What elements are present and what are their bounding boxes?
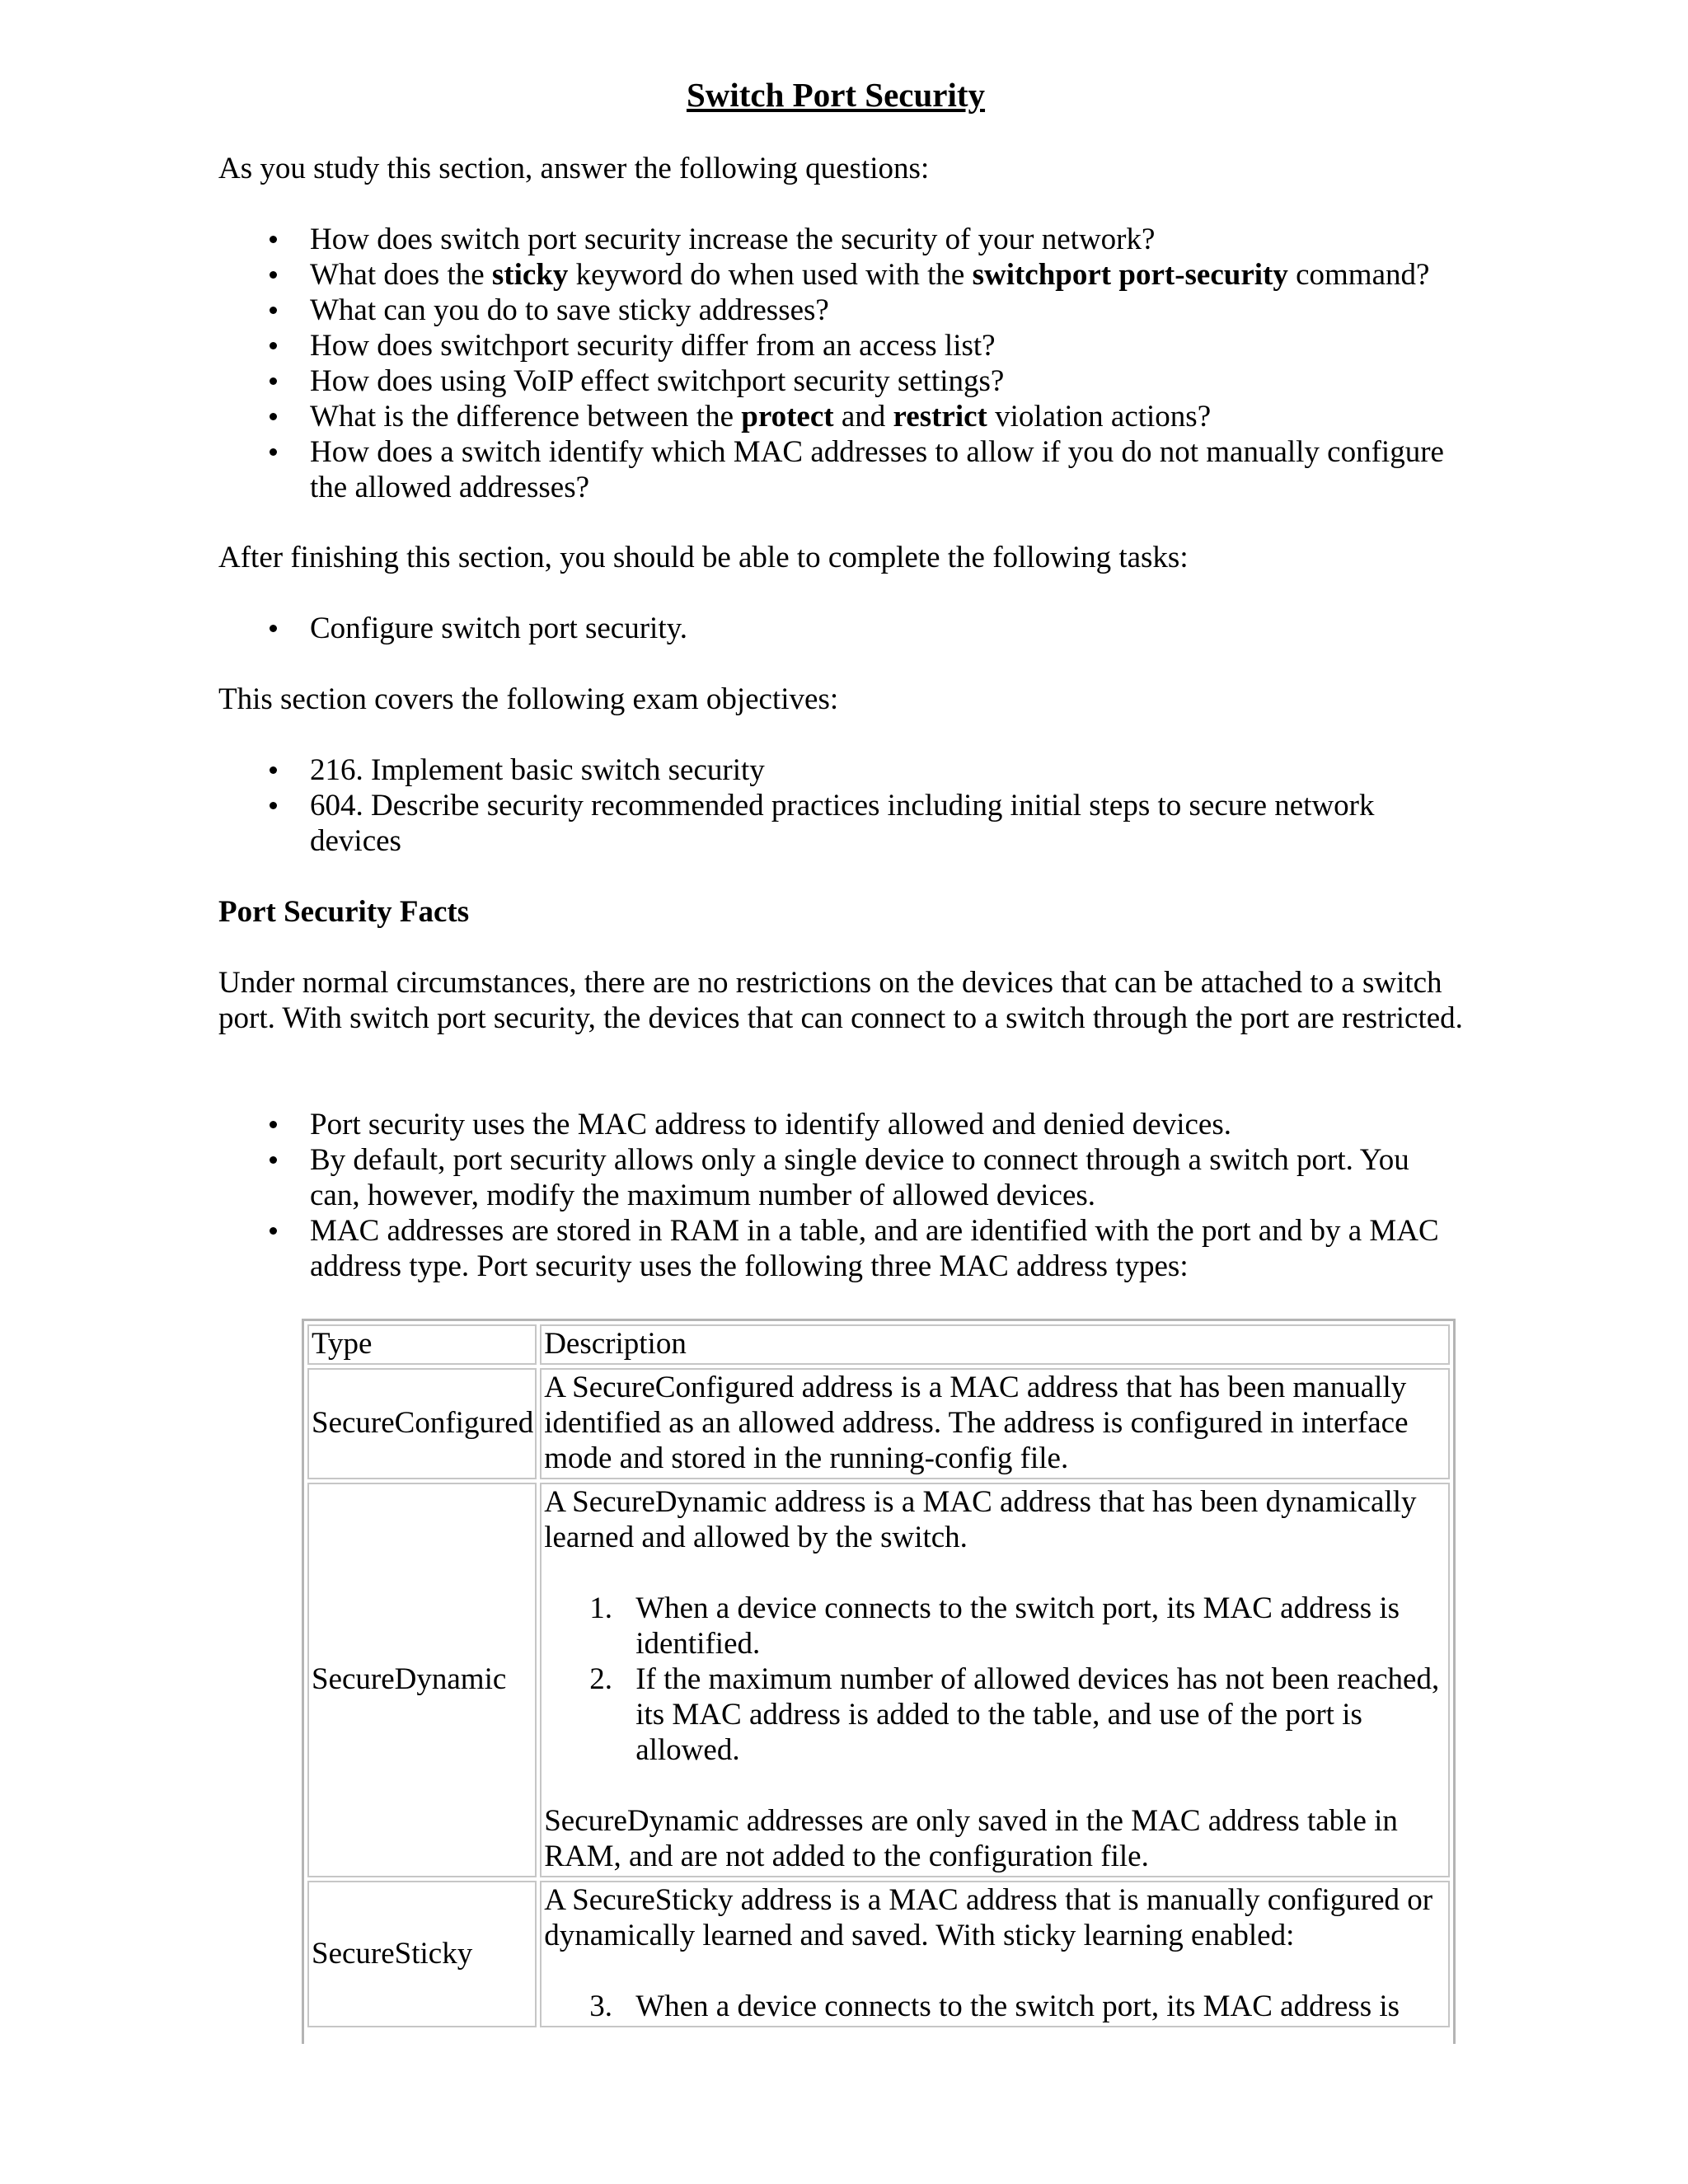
table-header-row: [307, 1324, 1450, 1365]
list-item: How does using VoIP effect switchport security settings?: [218, 363, 1457, 399]
table-cell-description: A SecureSticky address is a MAC address that is manually configured or dynamically learned and saved. With sticky learning enabled: 3. When a device connects to the switch port, its MAC address is: [540, 1881, 1450, 2027]
table-row: [307, 1368, 1450, 1479]
tasks-intro: After finishing this section, you should be able to complete the following tasks:: [218, 541, 1189, 574]
list-item: By default, port security allows only a single device to connect through a switch port. You can, however, modify the maximum number of allowed devices.: [218, 1142, 1457, 1213]
list-item: 216. Implement basic switch security: [218, 752, 1457, 788]
mac-address-types-table: [302, 1319, 1456, 2044]
table-header-description: Description: [540, 1324, 1450, 1365]
page-title: Switch Port Security: [686, 76, 986, 114]
table-cell-description: A SecureConfigured address is a MAC address that has been manually identified as an allowed address. The address is configured in interface mode and stored in the running-config file.: [540, 1368, 1450, 1479]
list-item: How does switch port security increase the security of your network?: [218, 222, 1457, 257]
steps-list: [544, 1989, 1447, 2024]
list-item: How does switchport security differ from an access list?: [218, 328, 1457, 363]
intro-text: As you study this section, answer the following questions:: [218, 152, 930, 185]
list-item: How does a switch identify which MAC addresses to allow if you do not manually configure the allowed addresses?: [218, 434, 1457, 505]
list-item: 3. When a device connects to the switch port, its MAC address is: [589, 1990, 1400, 2023]
list-item: 1. When a device connects to the switch port, its MAC address is identified.: [589, 1591, 1400, 1661]
questions-list: [218, 222, 1457, 505]
list-item: 604. Describe security recommended practices including initial steps to secure network devices: [218, 788, 1457, 859]
table-header-type: Type: [307, 1324, 537, 1365]
table-cell-type: SecureSticky: [307, 1881, 537, 2027]
list-item: What does the sticky keyword do when used with the switchport port-security command?: [218, 257, 1457, 293]
list-item: What can you do to save sticky addresses?: [218, 293, 1457, 328]
table-cell-type: SecureConfigured: [307, 1368, 537, 1479]
list-item: MAC addresses are stored in RAM in a table, and are identified with the port and by a MAC address type. Port security uses the following three MAC address types:: [218, 1213, 1457, 1284]
objectives-list: [218, 752, 1457, 859]
list-item: Configure switch port security.: [218, 611, 1457, 646]
section-heading: Port Security Facts: [218, 895, 470, 929]
list-item: 2. If the maximum number of allowed devices has not been reached, its MAC address is added to the table, and use of the port is allowed.: [589, 1662, 1440, 1767]
table-row: [307, 1881, 1450, 2027]
table-cell-type: SecureDynamic: [307, 1483, 537, 1877]
facts-paragraph: Under normal circumstances, there are no restrictions on the devices that can be attached to a switch port. With switch port security, the devices that can connect to a switch through the port are restricted.: [218, 966, 1463, 1035]
list-item: Port security uses the MAC address to identify allowed and denied devices.: [218, 1107, 1457, 1142]
steps-list: [544, 1591, 1447, 1768]
table-cell-description: A SecureDynamic address is a MAC address that has been dynamically learned and allowed by the switch. 1. When a device connects to the switch port, its MAC address is identified. 2. If the maximum number of allowed devices has not been reached, its MAC address is added to the table, and use of the port is allowed. SecureDynamic addresses are only saved in the MAC address table in RAM, and are not added to the configuration file.: [540, 1483, 1450, 1877]
tasks-list: [218, 611, 1457, 646]
objectives-intro: This section covers the following exam objectives:: [218, 682, 839, 716]
facts-list: [218, 1107, 1457, 1284]
table-row: [307, 1483, 1450, 1877]
list-item: What is the difference between the protect and restrict violation actions?: [218, 399, 1457, 434]
